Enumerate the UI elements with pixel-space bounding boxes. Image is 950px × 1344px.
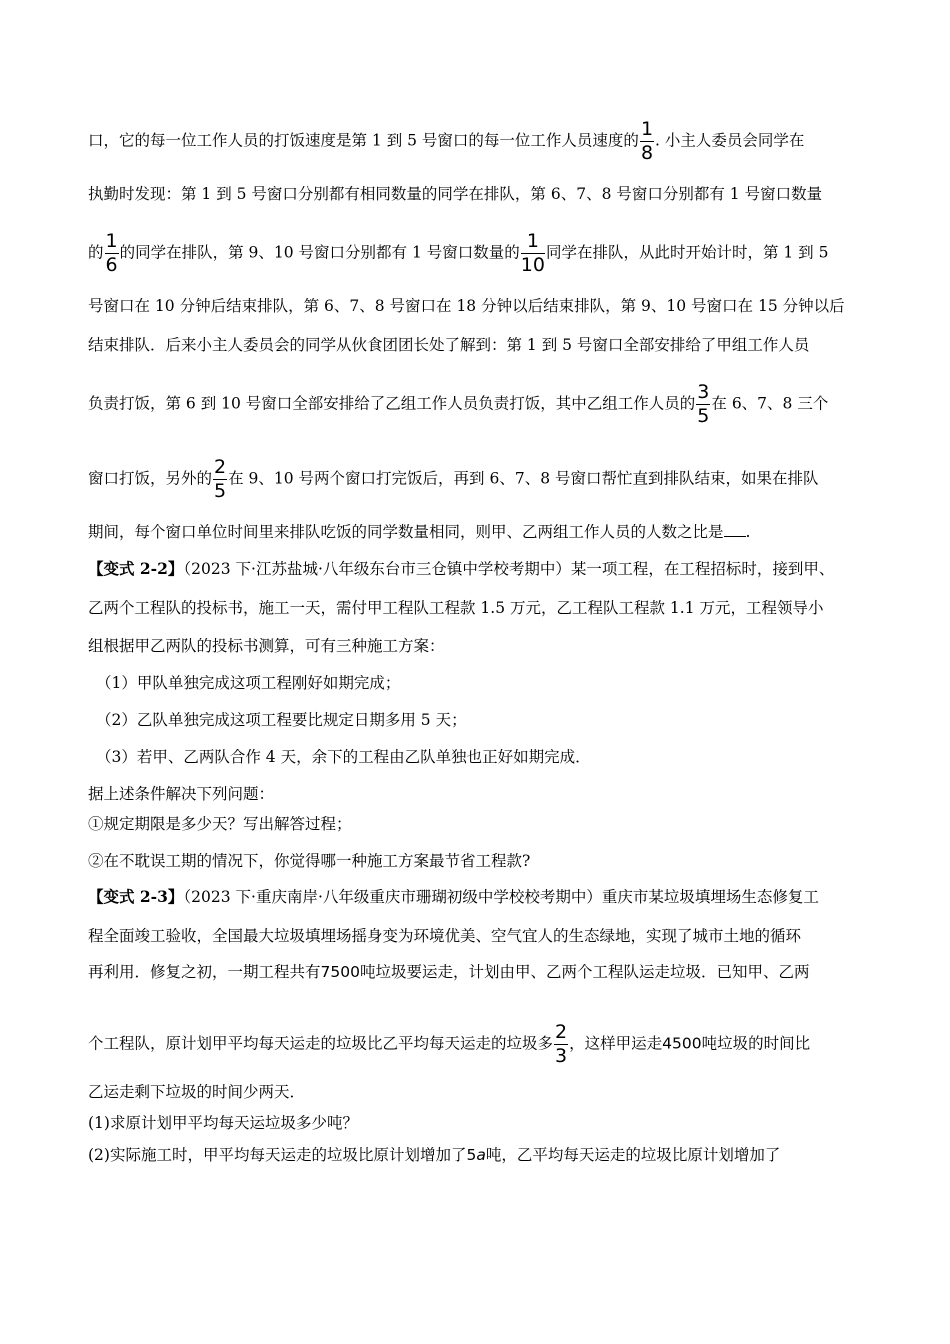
- variant-2-3-line-3: 再利用．修复之初，一期工程共有7500吨垃圾要运走，计划由甲、乙两个工程队运走垃圾．已知甲、乙两: [88, 963, 810, 981]
- fraction-one-tenth: $\frac{1}{10}$: [520, 230, 545, 276]
- option-3: （3）若甲、乙两队合作 4 天，余下的工程由乙队单独也正好如期完成．: [96, 748, 591, 766]
- variant-2-3-line-2: 程全面竣工验收，全国最大垃圾填埋场摇身变为环境优美、空气宜人的生态绿地，实现了城市土地的循环: [88, 927, 802, 945]
- fraction-one-eighth: $\frac{1}{8}$: [640, 118, 654, 164]
- option-1: （1）甲队单独完成这项工程刚好如期完成；: [96, 674, 401, 692]
- variant-2-3-line-5: 乙运走剩下垃圾的时间少两天．: [88, 1083, 306, 1101]
- variant-2-2-tag: 【变式 2-2】: [88, 559, 184, 578]
- variant-2-3-line-4: 个工程队，原计划甲平均每天运走的垃圾比乙平均每天运走的垃圾多 $\frac{2}{3}$ ，这样甲运走4500吨垃圾的时间比: [88, 1021, 811, 1067]
- question-1: ①规定期限是多少天？写出解答过程；: [88, 815, 352, 833]
- fraction-two-fifths: $\frac{2}{5}$: [214, 456, 227, 502]
- problem-line-3: 的 $\frac{1}{6}$ 的同学在排队，第 9、10 号窗口分别都有 1 号窗口数量的 $\frac{1}{10}$ 同学在排队，从此时开始计时，第 1 到 5: [88, 230, 829, 276]
- sub-question-1: (1)求原计划甲平均每天运垃圾多少吨？: [88, 1114, 358, 1132]
- problem-line-1: 口，它的每一位工作人员的打饭速度是第 1 到 5 号窗口的每一位工作人员速度的 $\frac{1}{8}$ . 小主人委员会同学在: [88, 118, 805, 164]
- fraction-two-thirds: $\frac{2}{3}$: [555, 1021, 568, 1067]
- problem-line-2: 执勤时发现：第 1 到 5 号窗口分别都有相同数量的同学在排队，第 6、7、8 号窗口分别都有 1 号窗口数量: [88, 185, 823, 203]
- variant-2-3-line-1: 【变式 2-3】（2023 下·重庆南岸·八年级重庆市珊瑚初级中学校校考期中）重庆市某垃圾填埋场生态修复工: [88, 887, 819, 906]
- question-intro: 据上述条件解决下列问题：: [88, 785, 275, 803]
- fraction-three-fifths: $\frac{3}{5}$: [697, 381, 710, 427]
- problem-line-5: 结束排队．后来小主人委员会的同学从伙食团团长处了解到：第 1 到 5 号窗口全部安排给了甲组工作人员: [88, 336, 810, 354]
- fraction-one-sixth: $\frac{1}{6}$: [105, 230, 118, 276]
- sub-question-2: (2)实际施工时，甲平均每天运走的垃圾比原计划增加了5a吨，乙平均每天运走的垃圾比原计划增加了: [88, 1146, 781, 1164]
- question-2: ②在不耽误工期的情况下，你觉得哪一种施工方案最节省工程款?: [88, 852, 531, 870]
- problem-line-4: 号窗口在 10 分钟后结束排队，第 6、7、8 号窗口在 18 分钟以后结束排队，第 9、10 号窗口在 15 分钟以后: [88, 297, 845, 315]
- option-2: （2）乙队单独完成这项工程要比规定日期多用 5 天；: [96, 711, 467, 729]
- variant-2-2-line-1: 【变式 2-2】（2023 下·江苏盐城·八年级东台市三仓镇中学校考期中）某一项工程，在工程招标时，接到甲、: [88, 559, 835, 578]
- answer-blank: [724, 535, 746, 537]
- variant-2-3-tag: 【变式 2-3】: [88, 887, 184, 906]
- problem-line-8: 期间，每个窗口单位时间里来排队吃饭的同学数量相同，则甲、乙两组工作人员的人数之比是 .: [88, 523, 751, 541]
- problem-line-7: 窗口打饭，另外的 $\frac{2}{5}$ 在 9、10 号两个窗口打完饭后，再到 6、7、8 号窗口帮忙直到排队结束，如果在排队: [88, 456, 819, 502]
- variant-2-2-line-3: 组根据甲乙两队的投标书测算，可有三种施工方案：: [88, 637, 445, 655]
- variant-2-2-line-2: 乙两个工程队的投标书，施工一天，需付甲工程队工程款 1.5 万元，乙工程队工程款 1.1 万元，工程领导小: [88, 599, 824, 617]
- problem-line-6: 负责打饭，第 6 到 10 号窗口全部安排给了乙组工作人员负责打饭，其中乙组工作人员的 $\frac{3}{5}$ 在 6、7、8 三个: [88, 381, 829, 427]
